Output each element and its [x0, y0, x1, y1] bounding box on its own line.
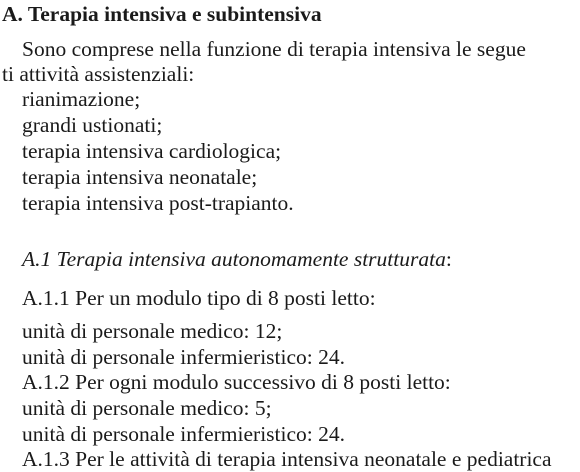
item-1-line: unità di personale infermieristico: 24. — [22, 345, 346, 369]
subsection-title-suffix: : — [445, 247, 452, 271]
activity-item: terapia intensiva neonatale; — [22, 165, 258, 189]
cut-off-line: A.1.3 Per le attività di terapia intensiva neonatale e pediatrica — [22, 447, 552, 471]
section-heading: A. Terapia intensiva e subintensiva — [2, 2, 322, 26]
item-2-line: unità di personale infermieristico: 24. — [22, 422, 346, 446]
subsection-title-text: A.1 Terapia intensiva autonomamente strutturata — [22, 247, 446, 271]
item-2-line: unità di personale medico: 5; — [22, 396, 272, 420]
activity-item: terapia intensiva post-trapianto. — [22, 191, 294, 215]
item-2-label: A.1.2 Per ogni modulo successivo di 8 posti letto: — [22, 370, 451, 394]
item-1-line: unità di personale medico: 12; — [22, 319, 283, 343]
intro-line-1: Sono comprese nella funzione di terapia intensiva le segue — [22, 37, 526, 61]
intro-line-2: ti attività assistenziali: — [2, 62, 195, 86]
item-1-label: A.1.1 Per un modulo tipo di 8 posti letto: — [22, 286, 376, 310]
subsection-title — [22, 246, 452, 272]
activity-item: grandi ustionati; — [22, 113, 163, 137]
activity-item: terapia intensiva cardiologica; — [22, 139, 282, 163]
activity-item: rianimazione; — [22, 87, 141, 111]
